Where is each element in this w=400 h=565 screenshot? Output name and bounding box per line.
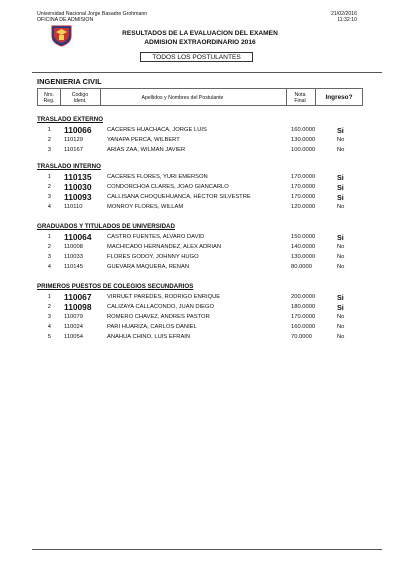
final-score: 70.0000 <box>291 334 312 340</box>
final-score: 80.0000 <box>291 264 312 270</box>
row-number: 3 <box>47 147 51 153</box>
final-score: 170.0000 <box>291 174 316 180</box>
table-row <box>37 234 363 242</box>
applicant-code: 110033 <box>64 254 83 260</box>
admission-status: Si <box>337 293 344 302</box>
admission-status: Si <box>337 233 344 242</box>
applicant-name: MONROY FLORES, WILLAM <box>107 204 184 210</box>
row-number: 2 <box>47 304 51 310</box>
report-title: RESULTADOS DE LA EVALUACION DEL EXAMEN <box>122 30 278 37</box>
row-number: 1 <box>47 127 51 133</box>
applicant-name: CASTRO FUENTES, ALVARO DAVID <box>107 234 205 240</box>
table-row <box>37 264 363 272</box>
row-number: 5 <box>47 334 51 340</box>
table-row <box>37 137 363 145</box>
col-header-ingreso: Ingreso? <box>325 94 353 101</box>
applicant-code: 110030 <box>64 182 92 192</box>
applicant-name: ROMERO CHAVEZ, ANDRES PASTOR <box>107 314 210 320</box>
applicant-name: FLORES GODOY, JOHNNY HUGO <box>107 254 199 260</box>
applicant-code: 110064 <box>64 232 92 242</box>
col-header-nro: Nro. Reg. <box>43 92 55 104</box>
applicant-name: CALIZAYA CALLACONDO, JUAN DIEGO <box>107 304 215 310</box>
row-number: 2 <box>47 137 51 143</box>
admission-status: No <box>337 147 345 153</box>
admission-status: No <box>337 137 345 143</box>
admission-status: No <box>337 244 345 250</box>
section-title: TRASLADO INTERNO <box>37 163 101 170</box>
table-row <box>37 174 363 182</box>
final-score: 160.0000 <box>291 324 316 330</box>
admission-status: Si <box>337 303 344 312</box>
applicant-name: CALLISANA CHOQUEHUANCA, HÉCTOR SILVESTRE <box>107 194 251 200</box>
applicant-name: CACERES HUACHACA, JORGE LUIS <box>107 127 207 133</box>
table-row <box>37 244 363 252</box>
admission-status: No <box>337 334 345 340</box>
applicant-name: PARI HUARIZA, CARLOS DANIEL <box>107 324 197 330</box>
final-score: 130.0000 <box>291 254 316 260</box>
final-score: 150.0000 <box>291 234 316 240</box>
report-date: 21/02/2016 <box>331 11 357 17</box>
table-row <box>37 254 363 262</box>
applicant-name: MACHICADO HERNANDEZ, ALEX ADRIAN <box>107 244 222 250</box>
bottom-divider <box>32 549 382 550</box>
col-header-name: Apellidos y Nombres del Postulante <box>141 95 224 101</box>
row-number: 3 <box>47 194 51 200</box>
final-score: 130.0000 <box>291 137 316 143</box>
row-number: 2 <box>47 244 51 250</box>
applicant-code: 110067 <box>64 292 92 302</box>
report-time: 11:32:10 <box>337 17 357 24</box>
table-row <box>37 304 363 312</box>
table-row <box>37 204 363 212</box>
table-row <box>37 147 363 155</box>
final-score: 160.0000 <box>291 127 316 133</box>
table-row <box>37 194 363 202</box>
section-title: PRIMEROS PUESTOS DE COLEGIOS SECUNDARIOS <box>37 283 194 290</box>
applicant-name: CONDORCHOA CLARES, JOAO GIANCARLO <box>107 184 229 190</box>
admission-status: Si <box>337 183 344 192</box>
table-header <box>37 88 363 106</box>
applicant-code: 110110 <box>64 204 83 210</box>
admission-status: Si <box>337 173 344 182</box>
top-divider <box>32 72 382 73</box>
final-score: 120.0000 <box>291 204 316 210</box>
applicant-code: 110024 <box>64 324 83 330</box>
table-row <box>37 324 363 332</box>
applicant-code: 110079 <box>64 314 83 320</box>
applicant-code: 110135 <box>64 172 92 182</box>
applicant-code: 110145 <box>64 264 83 270</box>
row-number: 3 <box>47 254 51 260</box>
applicant-code: 110129 <box>64 137 83 143</box>
applicant-name: VIRRUET PAREDES, RODRIGO ENRIQUE <box>107 294 221 300</box>
row-number: 4 <box>47 324 51 330</box>
university-name: Universidad Nacional Jorge Basadre Grohmann <box>37 11 148 17</box>
section-title: GRADUADOS Y TITULADOS DE UNIVERSIDAD <box>37 223 175 230</box>
admission-status: No <box>337 314 345 320</box>
row-number: 2 <box>47 184 51 190</box>
applicant-name: GUEVARA MAQUERA, RENAN <box>107 264 190 270</box>
final-score: 200.0000 <box>291 294 316 300</box>
row-number: 1 <box>47 234 51 240</box>
table-row <box>37 184 363 192</box>
applicant-name: CACERES FLORES, YURI EMERSON <box>107 174 208 180</box>
applicant-name: ANAHUA CHINO, LUIS EFRAIN <box>107 334 191 340</box>
final-score: 140.0000 <box>291 244 316 250</box>
row-number: 1 <box>47 294 51 300</box>
admission-status: No <box>337 204 345 210</box>
report-subtitle: ADMISION EXTRAORDINARIO 2016 <box>144 39 256 46</box>
applicant-code: 110098 <box>64 302 92 312</box>
admission-status: No <box>337 254 345 260</box>
applicant-name: YANAPA PERCA, WILBERT <box>107 137 180 143</box>
table-row <box>37 314 363 322</box>
table-row <box>37 334 363 342</box>
row-number: 4 <box>47 264 51 270</box>
admission-status: Si <box>337 193 344 202</box>
header-right <box>331 11 357 23</box>
applicant-code: 110054 <box>64 334 83 340</box>
col-header-nota: Nota Final <box>294 92 306 104</box>
final-score: 170.0000 <box>291 314 316 320</box>
applicant-name: ARIAS ZAA, WILMAN JAVIER <box>107 147 186 153</box>
row-number: 4 <box>47 204 51 210</box>
final-score: 170.0000 <box>291 184 316 190</box>
admission-status: No <box>337 264 345 270</box>
col-header-codigo: Codigo Ident. <box>71 92 89 104</box>
admission-status: No <box>337 324 345 330</box>
section-title: TRASLADO EXTERNO <box>37 116 104 123</box>
final-score: 170.0000 <box>291 194 316 200</box>
row-number: 1 <box>47 174 51 180</box>
final-score: 100.0000 <box>291 147 316 153</box>
applicant-code: 110093 <box>64 192 92 202</box>
career-heading: INGENIERIA CIVIL <box>37 77 102 86</box>
filter-box: TODOS LOS POSTULANTES <box>140 52 253 62</box>
office-name: OFICINA DE ADMISION <box>37 17 94 24</box>
applicant-code: 110066 <box>64 125 92 135</box>
applicant-code: 110008 <box>64 244 83 250</box>
row-number: 3 <box>47 314 51 320</box>
table-row <box>37 294 363 302</box>
header-left <box>37 11 147 23</box>
applicant-code: 110167 <box>64 147 83 153</box>
final-score: 180.0000 <box>291 304 316 310</box>
admission-status: Si <box>337 126 344 135</box>
table-row <box>37 127 363 135</box>
